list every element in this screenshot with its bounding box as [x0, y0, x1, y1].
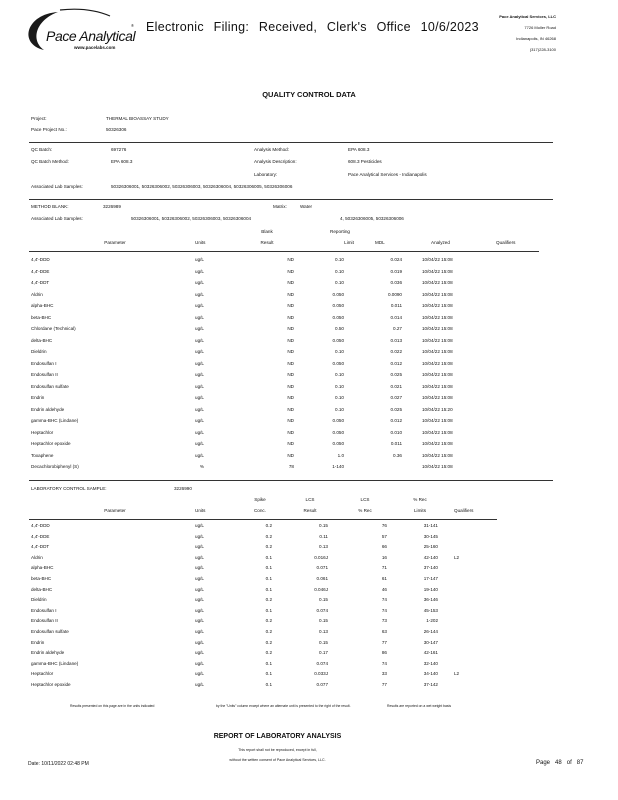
mb-cell-parameter: Chlordane (Technical) — [31, 326, 76, 331]
mb-cell-limit: 0.050 — [332, 314, 344, 320]
footnote-2: by the "Units" column except where an alternate unit is presented to the right of the result. — [216, 704, 351, 708]
mb-cell-analyzed: 10/04/22 15:08 — [422, 268, 453, 274]
mb-cell-units: ug/L — [195, 349, 204, 354]
mb-cell-mdl: 0.012 — [390, 418, 402, 423]
mb-cell-result: ND — [287, 452, 294, 458]
lcs-cell-spike: 0.1 — [265, 607, 272, 613]
lcs-cell-qualifier: L2 — [454, 554, 460, 560]
analysis-desc-value: 608.3 Pesticides — [348, 159, 382, 164]
mb-cell-result: ND — [287, 349, 294, 354]
lcs-cell-parameter: 4,4'-DDE — [31, 533, 50, 539]
laboratory-value: Pace Analytical Services - Indianapolis — [348, 172, 427, 177]
mb-cell-mdl: 0.036 — [390, 280, 402, 285]
mb-cell-result: ND — [287, 314, 294, 320]
mb-cell-units: ug/L — [195, 372, 204, 377]
mb-col-limit: Limit — [344, 240, 354, 245]
lcs-cell-parameter: Endrin aldehyde — [31, 650, 65, 656]
mb-cell-parameter: Dieldrin — [31, 349, 47, 354]
mb-cell-limit: 0.50 — [335, 326, 344, 331]
lcs-header-rule — [29, 519, 497, 520]
lcs-cell-result: 0.13 — [319, 544, 328, 550]
lcs-cell-limits: 37-140 — [423, 565, 438, 571]
mb-cell-parameter: Endrin — [31, 395, 45, 400]
divider — [29, 480, 553, 481]
mb-cell-mdl: 0.019 — [390, 268, 402, 274]
mb-col-reporting: Reporting — [330, 229, 350, 234]
mb-cell-result: ND — [287, 429, 294, 435]
lcs-cell-rec: 63 — [381, 629, 387, 634]
lcs-cell-units: ug/L — [195, 586, 204, 592]
lcs-cell-parameter: Heptachlor epoxide — [31, 682, 71, 687]
mb-cell-units: ug/L — [195, 337, 204, 343]
mb-header-rule — [29, 251, 539, 252]
lcs-cell-rec: 74 — [381, 660, 387, 666]
mb-cell-units: ug/L — [195, 395, 204, 400]
mb-cell-limit: 0.050 — [332, 337, 344, 343]
mb-col-mdl: MDL — [375, 240, 385, 245]
footnote-3: Results are reported on a wet weight basis — [387, 704, 452, 708]
mb-cell-analyzed: 10/04/22 15:08 — [422, 395, 453, 400]
mb-cell-units: ug/L — [195, 418, 204, 423]
mb-cell-units: ug/L — [195, 383, 204, 389]
lcs-cell-units: ug/L — [195, 671, 204, 677]
mb-cell-limit: 0.050 — [332, 429, 344, 435]
lcs-col-qualifiers: Qualifiers — [454, 508, 474, 513]
lcs-cell-rec: 86 — [381, 650, 387, 656]
page-total: 87 — [576, 760, 584, 766]
mb-cell-mdl: 0.021 — [390, 383, 402, 389]
mb-cell-limit: 0.050 — [332, 360, 344, 366]
lcs-col-rec-limits: % Rec — [413, 497, 427, 502]
mb-col-units: Units — [195, 240, 206, 245]
mb-cell-limit: 0.10 — [335, 395, 344, 400]
mb-cell-parameter: Endosulfan sulfate — [31, 383, 69, 389]
analysis-desc-label: Analysis Description: — [254, 159, 297, 164]
mb-cell-analyzed: 10/04/22 15:08 — [422, 372, 453, 377]
lcs-cell-spike: 0.2 — [265, 629, 272, 634]
mb-cell-analyzed: 10/04/22 15:08 — [422, 452, 453, 458]
lcs-cell-units: ug/L — [195, 660, 204, 666]
mb-col-result: Result — [260, 240, 274, 245]
mb-cell-parameter: alpha-BHC — [31, 303, 54, 308]
lcs-cell-limits: 1-202 — [426, 618, 438, 624]
page-number — [536, 760, 583, 766]
qc-batch-value: 697276 — [111, 147, 127, 152]
lcs-cell-units: ug/L — [195, 576, 204, 581]
lcs-cell-rec: 73 — [381, 618, 387, 624]
lcs-cell-limits: 34-140 — [423, 671, 438, 677]
lcs-cell-units: ug/L — [195, 629, 204, 634]
mb-cell-analyzed: 10/04/22 15:08 — [422, 349, 453, 354]
page-label: Page — [536, 760, 551, 766]
mb-cell-analyzed: 10/04/22 15:08 — [422, 418, 453, 423]
mb-cell-mdl: 0.27 — [393, 326, 402, 331]
mb-cell-limit: 0.10 — [335, 257, 344, 262]
mb-cell-parameter: Endosulfan II — [31, 372, 58, 377]
lcs-id: 3226990 — [174, 486, 192, 491]
mb-col-blank: Blank — [261, 229, 273, 234]
mb-cell-limit: 0.10 — [335, 383, 344, 389]
mb-cell-parameter: Heptachlor — [31, 429, 54, 435]
lcs-col-lcs: LCS — [305, 497, 315, 502]
mb-cell-limit: 0.050 — [332, 441, 344, 446]
mb-cell-limit: 0.10 — [335, 372, 344, 377]
mb-cell-analyzed: 10/04/22 15:08 — [422, 464, 453, 469]
report-title: REPORT OF LABORATORY ANALYSIS — [213, 733, 342, 740]
mb-cell-parameter: Decachlorobiphenyl (S) — [31, 464, 79, 469]
lcs-label: LABORATORY CONTROL SAMPLE: — [31, 486, 107, 491]
lcs-cell-units: ug/L — [195, 597, 204, 603]
mb-cell-limit: 1-140 — [332, 464, 344, 469]
mb-cell-limit: 0.10 — [335, 349, 344, 354]
footer-date: Date: 10/11/2022 02:48 PM — [28, 761, 89, 767]
mb-cell-units: ug/L — [195, 360, 204, 366]
lcs-cell-rec: 46 — [381, 586, 387, 592]
mb-cell-analyzed: 10/04/22 15:08 — [422, 441, 453, 446]
lcs-cell-units: ug/L — [195, 523, 204, 528]
mb-cell-result: ND — [287, 268, 294, 274]
mb-cell-mdl: 0.013 — [390, 337, 402, 343]
project-number-label: Pace Project No.: — [31, 127, 67, 132]
mb-cell-result: ND — [287, 326, 294, 331]
mb-cell-analyzed: 10/04/22 15:08 — [422, 291, 453, 297]
lcs-cell-result: 0.15 — [319, 618, 328, 624]
logo-text: Pace Analytical — [46, 28, 136, 44]
matrix-value: Water — [300, 204, 313, 209]
lcs-cell-limits: 31-141 — [423, 523, 438, 528]
lcs-cell-units: ug/L — [195, 554, 204, 560]
lcs-cell-parameter: beta-BHC — [31, 576, 52, 581]
mb-assoc-value-2: 4, 50326306005, 50326306006 — [340, 216, 404, 221]
mb-cell-result: ND — [287, 441, 294, 446]
mb-cell-mdl: 0.011 — [390, 441, 402, 446]
mb-cell-mdl: 0.024 — [390, 257, 402, 262]
report-line-2: without the written consent of Pace Analytical Services, LLC. — [229, 758, 326, 762]
lcs-cell-rec: 74 — [381, 597, 387, 603]
mb-cell-mdl: 0.0090 — [387, 291, 402, 297]
lcs-cell-spike: 0.2 — [265, 597, 272, 603]
lcs-cell-result: 0.074 — [316, 660, 328, 666]
lcs-cell-result: 0.016J — [314, 554, 328, 560]
lcs-cell-units: ug/L — [195, 533, 204, 539]
lcs-col-spike: Spike — [254, 497, 266, 502]
mb-cell-parameter: Endosulfan I — [31, 360, 57, 366]
mb-cell-limit: 0.050 — [332, 303, 344, 308]
page-title: QUALITY CONTROL DATA — [262, 90, 356, 99]
page-current: 48 — [555, 760, 562, 766]
lcs-cell-rec: 74 — [381, 607, 387, 613]
lcs-cell-units: ug/L — [195, 650, 204, 656]
mb-cell-analyzed: 10/04/22 15:08 — [422, 360, 453, 366]
mb-cell-limit: 0.050 — [332, 291, 344, 297]
lcs-col-rec: % Rec — [358, 508, 372, 513]
lcs-cell-spike: 0.1 — [265, 586, 272, 592]
analysis-method-label: Analysis Method: — [254, 147, 289, 152]
lcs-col-result: Result — [303, 508, 317, 513]
lcs-col-lcs2: LCS — [360, 497, 370, 502]
mb-cell-result: ND — [287, 280, 294, 285]
lcs-cell-result: 0.077 — [316, 682, 328, 687]
page-of: of — [566, 760, 572, 766]
lcs-cell-parameter: alpha-BHC — [31, 565, 54, 571]
pace-logo — [18, 6, 136, 56]
mb-cell-units: % — [199, 464, 204, 469]
mb-cell-parameter: 4,4'-DDT — [31, 280, 50, 285]
lcs-cell-rec: 77 — [381, 639, 387, 645]
mb-cell-units: ug/L — [195, 280, 204, 285]
divider — [29, 199, 553, 200]
lcs-cell-rec: 77 — [381, 682, 387, 687]
lcs-cell-parameter: Endosulfan I — [31, 607, 57, 613]
mb-cell-mdl: 0.025 — [390, 406, 402, 412]
filing-stamp: Electronic Filing: Received, Clerk's Office 10/6/2023 — [146, 20, 479, 34]
analysis-method-value: EPA 608.3 — [348, 147, 370, 152]
mb-cell-mdl: 0.011 — [390, 303, 402, 308]
lcs-cell-spike: 0.1 — [265, 671, 272, 677]
lcs-cell-parameter: Endosulfan sulfate — [31, 629, 69, 634]
lcs-cell-parameter: Endrin — [31, 639, 45, 645]
mb-cell-result: ND — [287, 406, 294, 412]
mb-cell-parameter: Toxaphene — [31, 452, 54, 458]
mb-cell-result: 78 — [288, 464, 294, 469]
qc-batch-method-value: EPA 608.3 — [111, 159, 133, 164]
company-street: 7726 Moller Road — [524, 25, 556, 30]
lcs-cell-spike: 0.2 — [265, 533, 272, 539]
mb-cell-parameter: gamma-BHC (Lindane) — [31, 418, 79, 423]
mb-cell-limit: 0.050 — [332, 418, 344, 423]
mb-cell-parameter: 4,4'-DDE — [31, 268, 50, 274]
mb-cell-mdl: 0.010 — [390, 429, 402, 435]
company-name: Pace Analytical Services, LLC — [499, 14, 556, 19]
mb-cell-units: ug/L — [195, 303, 204, 308]
lcs-cell-limits: 37-142 — [423, 682, 438, 687]
lcs-cell-limits: 19-140 — [423, 586, 438, 592]
mb-cell-units: ug/L — [195, 268, 204, 274]
lcs-cell-result: 0.15 — [319, 523, 328, 528]
mb-cell-units: ug/L — [195, 314, 204, 320]
lcs-cell-limits: 32-140 — [423, 660, 438, 666]
mb-cell-analyzed: 10/04/22 15:08 — [422, 280, 453, 285]
mb-col-qualifiers: Qualifiers — [496, 240, 516, 245]
mb-cell-result: ND — [287, 395, 294, 400]
mb-cell-analyzed: 10/04/22 15:08 — [422, 314, 453, 320]
footnote-1: Results presented on this page are in the units indicated — [70, 704, 155, 708]
mb-cell-parameter: Heptachlor epoxide — [31, 441, 71, 446]
lcs-cell-spike: 0.1 — [265, 565, 272, 571]
mb-cell-units: ug/L — [195, 326, 204, 331]
mb-assoc-label: Associated Lab Samples: — [31, 216, 83, 221]
mb-cell-mdl: 0.022 — [390, 349, 402, 354]
logo-url: www.pacelabs.com — [74, 45, 116, 50]
lcs-cell-result: 0.15 — [319, 597, 328, 603]
mb-cell-analyzed: 10/04/22 15:20 — [422, 406, 453, 412]
logo-mark: ® — [131, 23, 134, 28]
lcs-cell-limits: 42-140 — [423, 554, 438, 560]
lcs-cell-rec: 61 — [381, 576, 387, 581]
lcs-cell-limits: 30-145 — [423, 533, 438, 539]
lcs-cell-spike: 0.2 — [265, 650, 272, 656]
mb-cell-analyzed: 10/04/22 15:08 — [422, 429, 453, 435]
mb-cell-units: ug/L — [195, 406, 204, 412]
mb-cell-analyzed: 10/04/22 15:08 — [422, 257, 453, 262]
method-blank-label: METHOD BLANK: — [31, 204, 69, 209]
mb-cell-mdl: 0.025 — [390, 372, 402, 377]
lcs-cell-result: 0.074 — [316, 607, 328, 613]
lcs-cell-qualifier: L2 — [454, 671, 460, 677]
mb-cell-mdl: 0.012 — [390, 360, 402, 366]
mb-col-analyzed: Analyzed — [431, 240, 450, 245]
lcs-cell-limits: 42-161 — [423, 650, 438, 656]
mb-cell-result: ND — [287, 303, 294, 308]
matrix-label: Matrix: — [273, 204, 287, 209]
mb-cell-limit: 0.10 — [335, 280, 344, 285]
lcs-cell-result: 0.15 — [319, 639, 328, 645]
mb-cell-parameter: Endrin aldehyde — [31, 406, 65, 412]
lcs-cell-parameter: 4,4'-DDD — [31, 523, 50, 528]
lcs-cell-result: 0.13 — [319, 629, 328, 634]
mb-cell-analyzed: 10/04/22 15:08 — [422, 383, 453, 389]
lcs-cell-spike: 0.1 — [265, 576, 272, 581]
lcs-cell-units: ug/L — [195, 618, 204, 624]
lcs-col-parameter: Parameter — [104, 508, 126, 513]
lcs-cell-units: ug/L — [195, 565, 204, 571]
lcs-cell-result: 0.046J — [314, 586, 328, 592]
mb-col-parameter: Parameter — [104, 240, 126, 245]
mb-cell-mdl: 0.014 — [390, 314, 402, 320]
lcs-cell-spike: 0.2 — [265, 544, 272, 550]
mb-cell-units: ug/L — [195, 452, 204, 458]
mb-cell-mdl: 0.027 — [390, 395, 402, 400]
mb-cell-result: ND — [287, 257, 294, 262]
lcs-cell-spike: 0.2 — [265, 523, 272, 528]
project-number-value: 50326306 — [106, 127, 127, 132]
lcs-cell-spike: 0.2 — [265, 618, 272, 624]
project-value: THERMAL BIOASSAY STUDY — [106, 116, 169, 121]
mb-cell-result: ND — [287, 337, 294, 343]
lcs-col-units: Units — [195, 508, 206, 513]
lcs-cell-rec: 57 — [381, 533, 387, 539]
lcs-cell-rec: 66 — [381, 544, 387, 550]
lcs-cell-limits: 45-153 — [423, 607, 438, 613]
mb-cell-parameter: beta-BHC — [31, 314, 52, 320]
mb-cell-result: ND — [287, 372, 294, 377]
mb-cell-limit: 0.10 — [335, 268, 344, 274]
lcs-cell-units: ug/L — [195, 544, 204, 550]
assoc-samples-value: 50326306001, 50326306002, 50326306003, 50326306004, 50326306005, 50326306006 — [111, 184, 293, 189]
lcs-cell-units: ug/L — [195, 682, 204, 687]
mb-cell-limit: 0.10 — [335, 406, 344, 412]
lcs-cell-parameter: 4,4'-DDT — [31, 544, 50, 550]
mb-cell-result: ND — [287, 291, 294, 297]
qc-batch-method-label: QC Batch Method: — [31, 159, 69, 164]
mb-cell-result: ND — [287, 383, 294, 389]
project-label: Project: — [31, 116, 47, 121]
company-phone: (317)228-3100 — [529, 47, 556, 52]
mb-assoc-value-1: 50326306001, 50326306002, 50326306003, 50326306004 — [131, 216, 252, 221]
lcs-cell-parameter: Endosulfan II — [31, 618, 58, 624]
lcs-cell-limits: 26-144 — [423, 629, 438, 634]
mb-cell-analyzed: 10/04/22 15:08 — [422, 303, 453, 308]
mb-cell-units: ug/L — [195, 291, 204, 297]
mb-cell-limit: 1.0 — [337, 452, 344, 458]
mb-cell-result: ND — [287, 360, 294, 366]
lcs-cell-result: 0.061 — [316, 576, 328, 581]
lcs-cell-rec: 16 — [381, 554, 387, 560]
lcs-cell-result: 0.033J — [314, 671, 328, 677]
lcs-cell-result: 0.071 — [316, 565, 328, 571]
mb-cell-units: ug/L — [195, 257, 204, 262]
lcs-cell-rec: 33 — [381, 671, 387, 677]
mb-cell-analyzed: 10/04/22 15:08 — [422, 337, 453, 343]
mb-cell-units: ug/L — [195, 429, 204, 435]
mb-cell-units: ug/L — [195, 441, 204, 446]
lcs-cell-units: ug/L — [195, 639, 204, 645]
lcs-col-limits: Limits — [414, 508, 426, 513]
mb-cell-analyzed: 10/04/22 15:08 — [422, 326, 453, 331]
lcs-cell-rec: 71 — [381, 565, 387, 571]
lcs-cell-limits: 25-160 — [423, 544, 438, 550]
qc-batch-label: QC Batch: — [31, 147, 53, 152]
lcs-cell-units: ug/L — [195, 607, 204, 613]
lcs-cell-limits: 36-146 — [423, 597, 438, 603]
lcs-cell-parameter: Heptachlor — [31, 671, 54, 677]
lcs-cell-spike: 0.1 — [265, 554, 272, 560]
method-blank-id: 3226989 — [103, 204, 121, 209]
lcs-cell-result: 0.11 — [319, 533, 328, 539]
mb-cell-parameter: delta-BHC — [31, 337, 53, 343]
lcs-col-conc: Conc. — [253, 508, 266, 513]
assoc-samples-label: Associated Lab Samples: — [31, 184, 83, 189]
divider — [29, 142, 553, 143]
lcs-cell-spike: 0.1 — [265, 682, 272, 687]
mb-cell-mdl: 0.36 — [393, 452, 402, 458]
lcs-cell-rec: 76 — [381, 523, 387, 528]
lcs-cell-result: 0.17 — [319, 650, 328, 656]
lcs-cell-parameter: delta-BHC — [31, 586, 53, 592]
mb-cell-result: ND — [287, 418, 294, 423]
lcs-cell-limits: 17-147 — [423, 576, 438, 581]
lcs-cell-spike: 0.2 — [265, 639, 272, 645]
lcs-cell-limits: 30-147 — [423, 639, 438, 645]
mb-cell-parameter: 4,4'-DDD — [31, 257, 50, 262]
lcs-cell-spike: 0.1 — [265, 660, 272, 666]
laboratory-label: Laboratory: — [254, 172, 278, 177]
lcs-cell-parameter: gamma-BHC (Lindane) — [31, 660, 79, 666]
report-line-1: This report shall not be reproduced, except in full, — [238, 748, 317, 752]
company-city: Indianapolis, IN 46268 — [516, 36, 556, 41]
lcs-cell-parameter: Aldrin — [31, 554, 43, 560]
mb-cell-parameter: Aldrin — [31, 291, 43, 297]
lcs-cell-parameter: Dieldrin — [31, 597, 47, 603]
